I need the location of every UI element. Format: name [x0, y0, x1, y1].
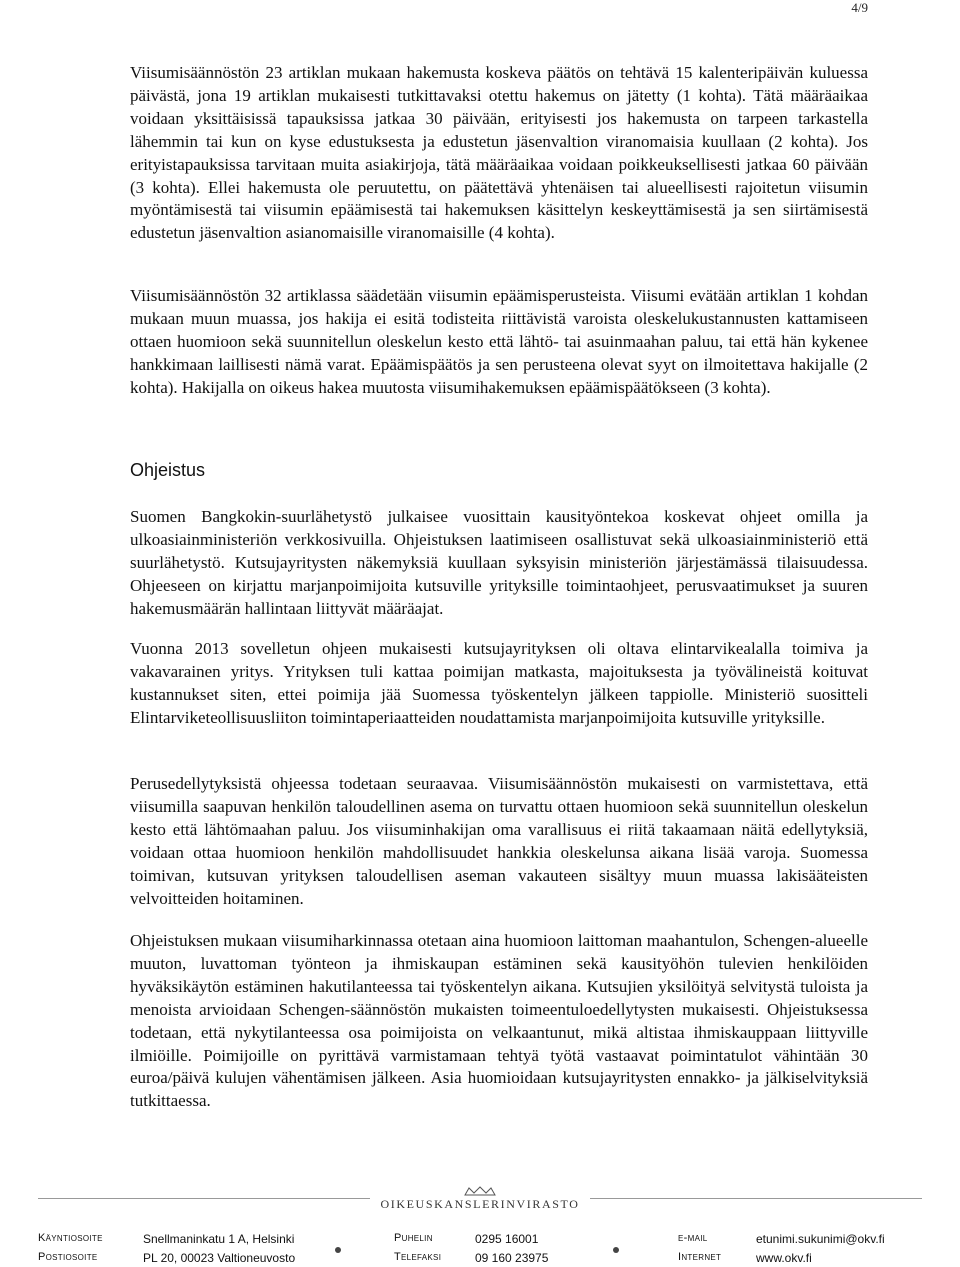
paragraph-text: Perusedellytyksistä ohjeessa todetaan seuraavaa. Viisumisäännöstön mukaisesti on varmistettava, että viisumilla saapuvan henkilön taloudellinen asema on turvattu ottaen huomioon sekä suunnitellun oleskelun kesto että lähtömaahan paluu. Jos viisuminhakijan oma varallisuus ei riitä takaamaan näitä edellytyksiä, voidaan ottaa huomioon henkilön mahdollisuudet hankkia oleskelunsa aikana lisää varoja. Suomessa toimivan, kutsuvan yrityksen taloudellisen aseman vakauteen sisältyy muun muassa lakisääteisten velvoitteiden hoitaminen. [130, 774, 868, 908]
postal-address-label: Postiosoite [38, 1251, 98, 1263]
paragraph-visa-refusal-grounds [130, 285, 868, 400]
visit-address-label: Käyntiosoite [38, 1232, 103, 1244]
logo-wordmark: OIKEUSKANSLERINVIRASTO [380, 1197, 580, 1211]
paragraph-text: Suomen Bangkokin-suurlähetystö julkaisee vuosittain kausityöntekoa koskevat ohjeet omilla ja ulkoasiainministeriön verkkosivuilla. Ohjeistuksen laatimiseen osallistuvat sekä ulkoasiainministeriö että suurlähetystö. Kutsujayritysten näkemyksiä kuullaan syksyisin ministeriön järjestämässä tilaisuudessa. Ohjeeseen on kirjattu marjanpoimijoita kutsuville yrityksille toimintaohjeet, perusvaatimukset ja suuren hakemusmäärän hallintaan liittyvät määräajat. [130, 507, 868, 618]
fax-value: 09 160 23975 [475, 1251, 549, 1265]
fax-label: Telefaksi [394, 1251, 442, 1263]
paragraph-text: Viisumisäännöstön 32 artiklassa säädetään viisumin epäämisperusteista. Viisumi evätään artiklan 1 kohdan mukaan muun muassa, jos hakija ei esitä todisteita riittävistä varoista oleskelukustannusten kattamiseen ottaen huomioon sekä suunnitellun oleskelun kesto että lähtö- tai asuinmaahan paluu, tai että hän kykenee hankkimaan laillisesti nämä varat. Epäämispäätös ja sen perusteena olevat syyt on ilmoitettava hakijalle (2 kohta). Hakijalla on oikeus hakea muutosta viisumihakemuksen epäämispäätökseen (3 kohta). [130, 286, 868, 397]
paragraph-text: Viisumisäännöstön 23 artiklan mukaan hakemusta koskeva päätös on tehtävä 15 kalenteripäivän kuluessa päivästä, jona 19 artiklan mukaisesti tutkittavaksi otettu hakemus on jätetty (1 kohta). Tätä määräaikaa voidaan yksittäisissä tapauksissa jatkaa 30 päivään, erityisesti jos hakemusta on tarpeen tarkastella lähemmin tai kun on kyse edustuksesta ja edustetun jäsenvaltion viranomaisia kuullaan (2 kohta). Jos erityistapauksissa tarvitaan muita asiakirjoja, tätä määräaikaa voidaan poikkeuksellisesti jatkaa 60 päivään (3 kohta). Ellei hakemusta ole peruutettu, on päätettävä yhtenäisen tai alueellisesti rajoitetun viisumin myöntämisestä tai viisumin epäämisestä tai hakemuksen käsittelyn keskeyttämisestä ja sen siirtämisestä edustetun jäsenvaltion asianomaisille viranomaisille (4 kohta). [130, 63, 868, 243]
email-label: e-mail [678, 1232, 708, 1244]
visit-address-value: Snellmaninkatu 1 A, Helsinki [143, 1232, 295, 1246]
paragraph-text: Ohjeistuksen mukaan viisumiharkinnassa otetaan aina huomioon laittoman maahantulon, Schengen-alueelle muuton, luvattoman työnteon ja ihmiskaupan estäminen sekä kausityöhön tulevien henkilöiden hyväksikäytön estäminen hakutilanteessa tai työskentelyn aikana. Kutsujien yksilöityä selvitystä tuloista ja menoista arvioidaan Schengen-säännöstön mukaisten toimeentuloedellytysten mukaisesti. Ohjeistuksessa todetaan, että nykytilanteessa osa poimijoista on velkaantunut, mikä altistaa ihmiskauppaan liittyville ilmiöille. Poimijoille on pyrittävä varmistamaan tehtyä työtä vastaavat poimintatulot vähintään 30 euroa/päivä kulujen vähentämisen jälkeen. Asia huomioidaan kutsujayritysten ennakko- ja jälkiselvityksiä tutkittaessa. [130, 931, 868, 1111]
paragraph-embassy-guidelines [130, 506, 868, 621]
internet-label: Internet [678, 1251, 722, 1263]
crown-emblem-icon [463, 1186, 497, 1196]
bullet-dot [335, 1247, 341, 1253]
okv-logo [370, 1186, 590, 1212]
postal-address-value: PL 20, 00023 Valtioneuvosto [143, 1251, 296, 1265]
phone-value: 0295 16001 [475, 1232, 539, 1246]
email-value[interactable]: etunimi.sukunimi@okv.fi [756, 1232, 885, 1246]
phone-label: Puhelin [394, 1232, 433, 1244]
paragraph-visa-assessment [130, 930, 868, 1113]
page-number: 4/9 [851, 0, 868, 15]
paragraph-text: Vuonna 2013 sovelletun ohjeen mukaisesti kutsujayrityksen oli oltava elintarvikealalla toimiva ja vakavarainen yritys. Yrityksen tuli kattaa poimijan matkasta, majoituksesta ja työvälineistä koituvat kustannukset siten, ettei poimija jää Suomessa työskentelyn jälkeen tappiolle. Ministeriö suositteli Elintarviketeollisuusliiton toimintaperiaatteiden noudattamista marjanpoimijoita kutsuville yrityksille. [130, 639, 868, 727]
paragraph-basic-requirements [130, 773, 868, 910]
paragraph-visa-decision-deadlines [130, 62, 868, 245]
footer-divider-left [38, 1198, 370, 1199]
website-link[interactable]: www.okv.fi [756, 1251, 812, 1265]
section-heading: Ohjeistus [130, 460, 206, 480]
footer-divider-right [590, 1198, 922, 1199]
bullet-dot [613, 1247, 619, 1253]
paragraph-2013-guideline [130, 638, 868, 730]
